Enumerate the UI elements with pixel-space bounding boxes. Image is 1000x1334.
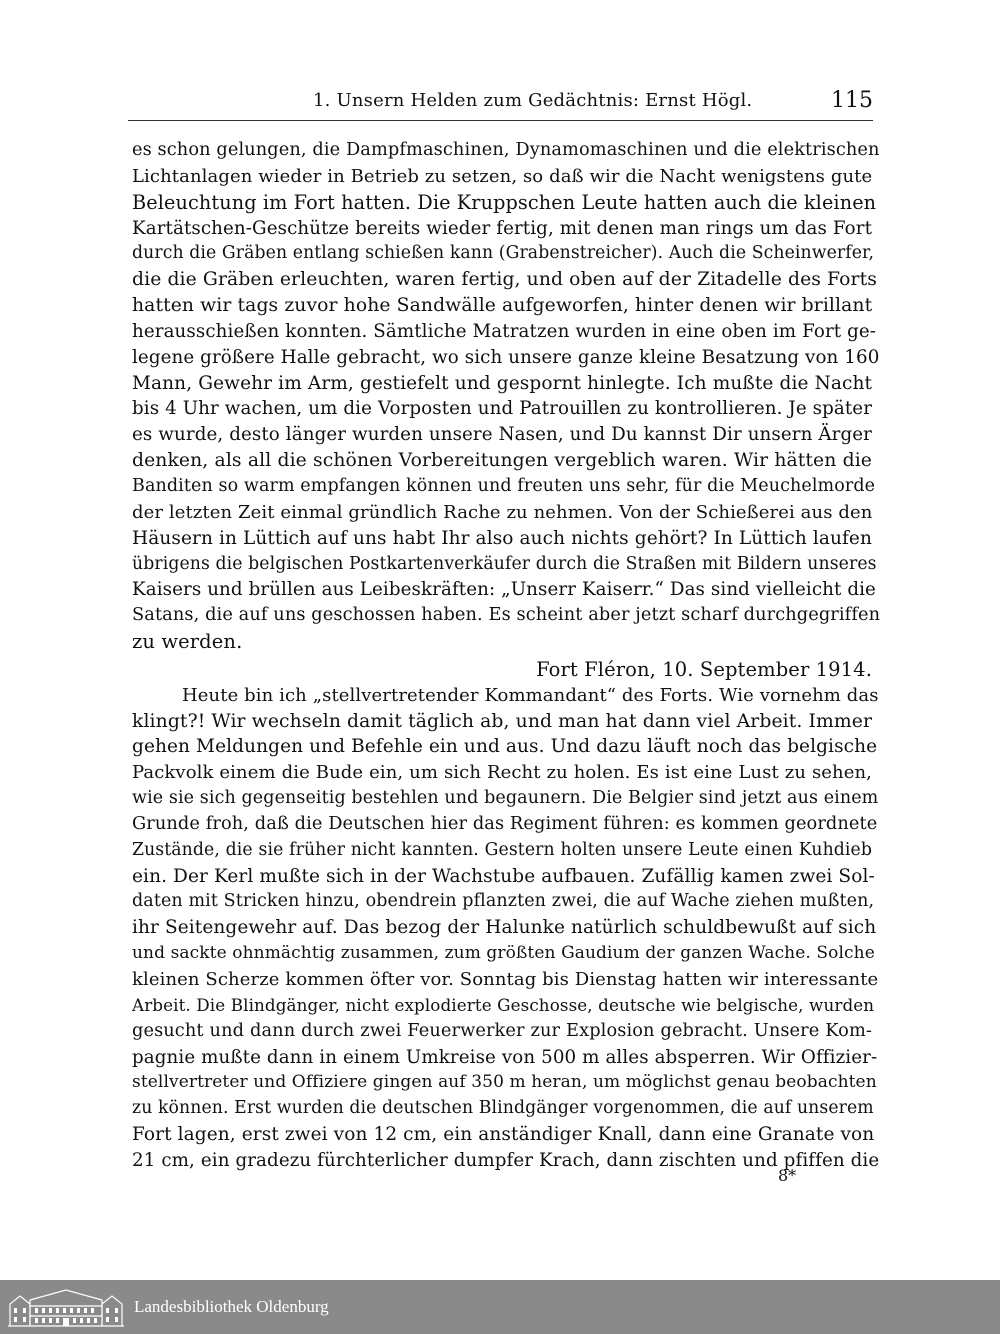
- text-line: Häusern in Lüttich auf uns habt Ihr also auch nichts gehört? In Lüttich laufen: [132, 527, 872, 549]
- dateline: Fort Fléron, 10. September 1914.: [536, 657, 872, 681]
- footer-bar: [0, 1280, 1000, 1334]
- text-line: Satans, die auf uns geschossen haben. Es scheint aber jetzt scharf durchgegriffen: [132, 605, 881, 626]
- text-line: ein. Der Kerl mußte sich in der Wachstube aufbauen. Zufällig kamen zwei Sol-: [132, 865, 875, 887]
- text-line: pagnie mußte dann in einem Umkreise von 500 m alles absperren. Wir Offizier-: [132, 1046, 878, 1068]
- text-line: kleinen Scherze kommen öfter vor. Sonntag bis Dienstag hatten wir interessante: [132, 969, 879, 990]
- text-line: Fort lagen, erst zwei von 12 cm, ein anständiger Knall, dann eine Granate von: [132, 1124, 875, 1146]
- text-line: durch die Gräben entlang schießen kann (Grabenstreicher). Auch die Scheinwerfer,: [132, 243, 875, 264]
- text-line: die die Gräben erleuchten, waren fertig, und oben auf der Zitadelle des Forts: [132, 269, 877, 291]
- text-line: Heute bin ich „stellvertretender Kommandant“ des Forts. Wie vornehm das: [182, 684, 879, 706]
- text-line: wie sie sich gegenseitig bestehlen und begaunern. Die Belgier sind jetzt aus einem: [132, 788, 879, 809]
- text-line: übrigens die belgischen Postkartenverkäufer durch die Straßen mit Bildern unseres: [132, 553, 877, 574]
- text-line: es schon gelungen, die Dampfmaschinen, Dynamomaschinen und die elektrischen: [132, 140, 880, 160]
- text-line: zu können. Erst wurden die deutschen Blindgänger vorgenommen, die auf unserem: [132, 1098, 874, 1119]
- text-line: Lichtanlagen wieder in Betrieb zu setzen, so daß wir die Nacht wenigstens gute: [132, 165, 873, 187]
- text-line: klingt?! Wir wechseln damit täglich ab, und man hat dann viel Arbeit. Immer: [132, 710, 873, 732]
- text-line: es wurde, desto länger wurden unsere Nasen, und Du kannst Dir unsern Ärger: [132, 424, 872, 446]
- text-line: 21 cm, ein gradezu fürchterlicher dumpfer Krach, dann zischten und pfiffen die: [132, 1149, 880, 1171]
- running-header: [128, 86, 873, 126]
- text-line: Mann, Gewehr im Arm, gestiefelt und gespornt hinlegte. Ich mußte die Nacht: [132, 372, 872, 394]
- text-line: zu werden.: [132, 630, 243, 654]
- text-line: Beleuchtung im Fort hatten. Die Kruppschen Leute hatten auch die kleinen: [132, 190, 877, 214]
- text-line: Kaisers und brüllen aus Leibeskräften: „Unserr Kaiserr.“ Das sind vielleicht die: [132, 579, 876, 601]
- paragraph-1: [132, 138, 881, 655]
- text-line: Packvolk einem die Bude ein, um sich Recht zu holen. Es ist eine Lust zu sehen,: [132, 762, 872, 784]
- library-building-icon: [6, 1286, 126, 1328]
- text-line: Zustände, die sie früher nicht kannten. Gestern holten unsere Leute einen Kuhdieb: [132, 839, 872, 860]
- text-line: stellvertreter und Offiziere gingen auf 350 m heran, um möglichst genau beobachten: [132, 1072, 877, 1093]
- text-line: gesucht und dann durch zwei Feuerwerker zur Explosion gebracht. Unsere Kom-: [132, 1020, 872, 1041]
- library-name: Landesbibliothek Oldenburg: [134, 1297, 329, 1316]
- signature-mark: 8*: [778, 1166, 797, 1185]
- header-rule: [128, 120, 873, 121]
- text-line: bis 4 Uhr wachen, um die Vorposten und Patrouillen zu kontrollieren. Je später: [132, 398, 873, 420]
- text-line: legene größere Halle gebracht, wo sich unsere ganze kleine Besatzung von 160: [132, 346, 880, 368]
- running-head-title: 1. Unsern Helden zum Gedächtnis: Ernst Högl.: [313, 90, 753, 111]
- text-line: Kartätschen-Geschütze bereits wieder fertig, mit denen man rings um das Fort: [132, 217, 872, 239]
- text-line: und sackte ohnmächtig zusammen, zum größten Gaudium der ganzen Wache. Solche: [132, 943, 875, 964]
- text-line: Grunde froh, daß die Deutschen hier das Regiment führen: es kommen geordnete: [132, 813, 878, 834]
- text-line: denken, als all die schönen Vorbereitungen vergeblich waren. Wir hätten die: [132, 450, 872, 472]
- body-text: [132, 138, 881, 1174]
- text-line: herausschießen konnten. Sämtliche Matratzen wurden in eine oben im Fort ge-: [132, 320, 877, 342]
- text-line: der letzten Zeit einmal gründlich Rache zu nehmen. Von der Schießerei aus den: [132, 501, 873, 523]
- page-number: 115: [831, 88, 873, 113]
- text-line: Arbeit. Die Blindgänger, nicht explodierte Geschosse, deutsche wie belgische, wurden: [132, 994, 875, 1015]
- paragraph-2: [132, 683, 880, 1174]
- text-line: gehen Meldungen und Befehle ein und aus. Und dazu läuft noch das belgische: [132, 736, 878, 758]
- text-line: ihr Seitengewehr auf. Das bezog der Halunke natürlich schuldbewußt auf sich: [132, 917, 877, 939]
- text-line: hatten wir tags zuvor hohe Sandwälle aufgeworfen, hinter denen wir brillant: [132, 295, 873, 317]
- text-line: Banditen so warm empfangen können und freuten uns sehr, für die Meuchelmorde: [132, 475, 876, 496]
- text-line: daten mit Stricken hinzu, obendrein pflanzten zwei, die auf Wache ziehen mußten,: [132, 891, 875, 912]
